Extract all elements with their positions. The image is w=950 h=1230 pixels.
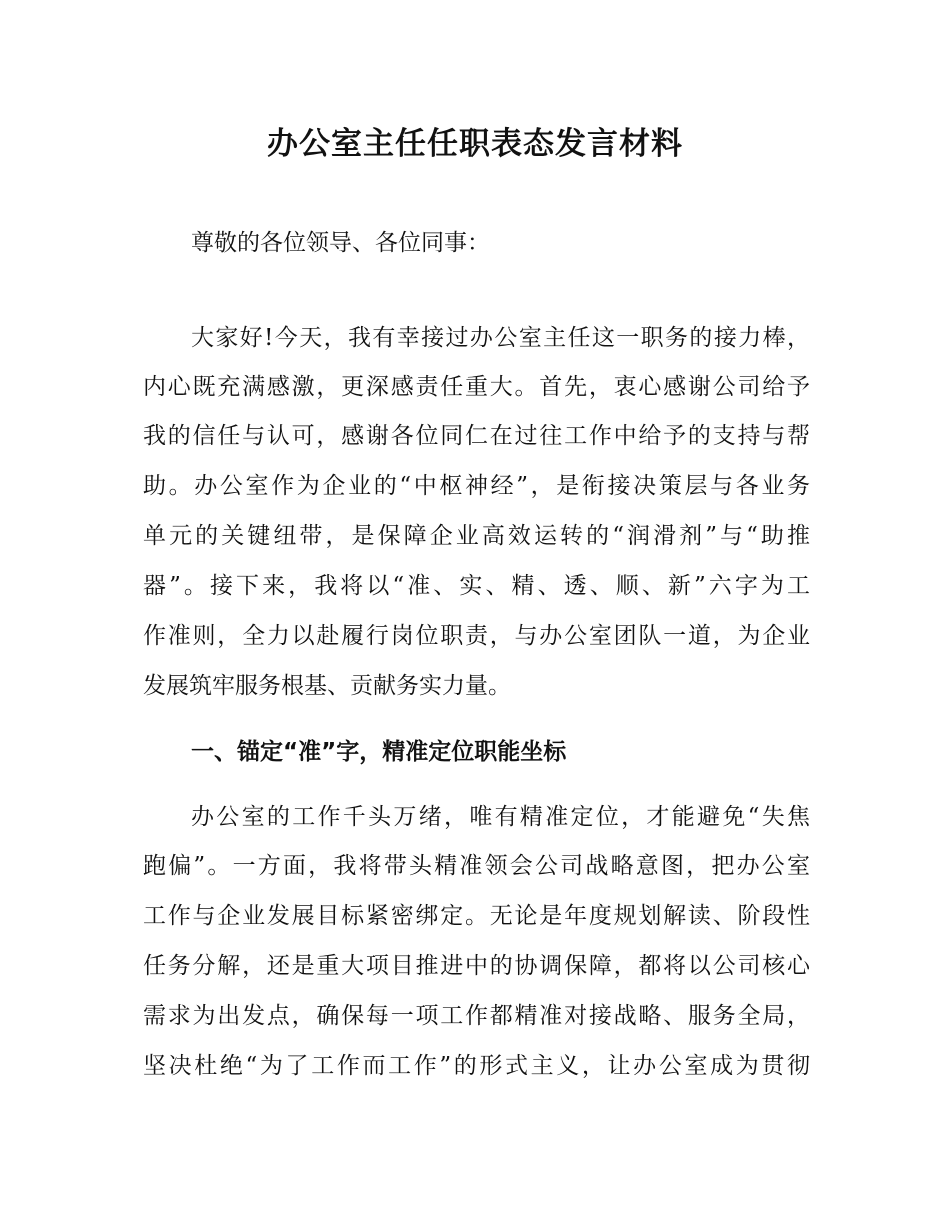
paragraph-line: 单元的关键纽带，是保障企业高效运转的“润滑剂”与“助推 <box>143 523 810 549</box>
paragraph-line: 发展筑牢服务根基、贡献务实力量。 <box>143 673 511 699</box>
paragraph-line: 需求为出发点，确保每一项工作都精准对接战略、服务全局， <box>143 1003 810 1029</box>
paragraph-line: 办公室的工作千头万绪，唯有精准定位，才能避免“失焦 <box>191 804 810 830</box>
paragraph-line: 工作与企业发展目标紧密绑定。无论是年度规划解读、阶段性 <box>143 903 810 929</box>
paragraph-line: 坚决杜绝“为了工作而工作”的形式主义，让办公室成为贯彻 <box>143 1053 810 1079</box>
greeting: 尊敬的各位领导、各位同事： <box>191 230 490 256</box>
paragraph-line: 大家好!今天，我有幸接过办公室主任这一职务的接力棒， <box>191 325 810 351</box>
paragraph-line: 跑偏”。一方面，我将带头精准领会公司战略意图，把办公室 <box>143 853 810 879</box>
paragraph-line: 助。办公室作为企业的“中枢神经”，是衔接决策层与各业务 <box>143 473 810 499</box>
section-heading: 一、锚定“准”字，精准定位职能坐标 <box>191 739 567 765</box>
paragraph-line: 我的信任与认可，感谢各位同仁在过往工作中给予的支持与帮 <box>143 423 810 449</box>
paragraph-line: 器”。接下来，我将以“准、实、精、透、顺、新”六字为工 <box>143 573 810 599</box>
paragraph-line: 任务分解，还是重大项目推进中的协调保障，都将以公司核心 <box>143 953 810 979</box>
paragraph-line: 内心既充满感激，更深感责任重大。首先，衷心感谢公司给予 <box>143 374 810 400</box>
document-title: 办公室主任任职表态发言材料 <box>267 126 683 162</box>
paragraph-line: 作准则，全力以赴履行岗位职责，与办公室团队一道，为企业 <box>143 623 810 649</box>
